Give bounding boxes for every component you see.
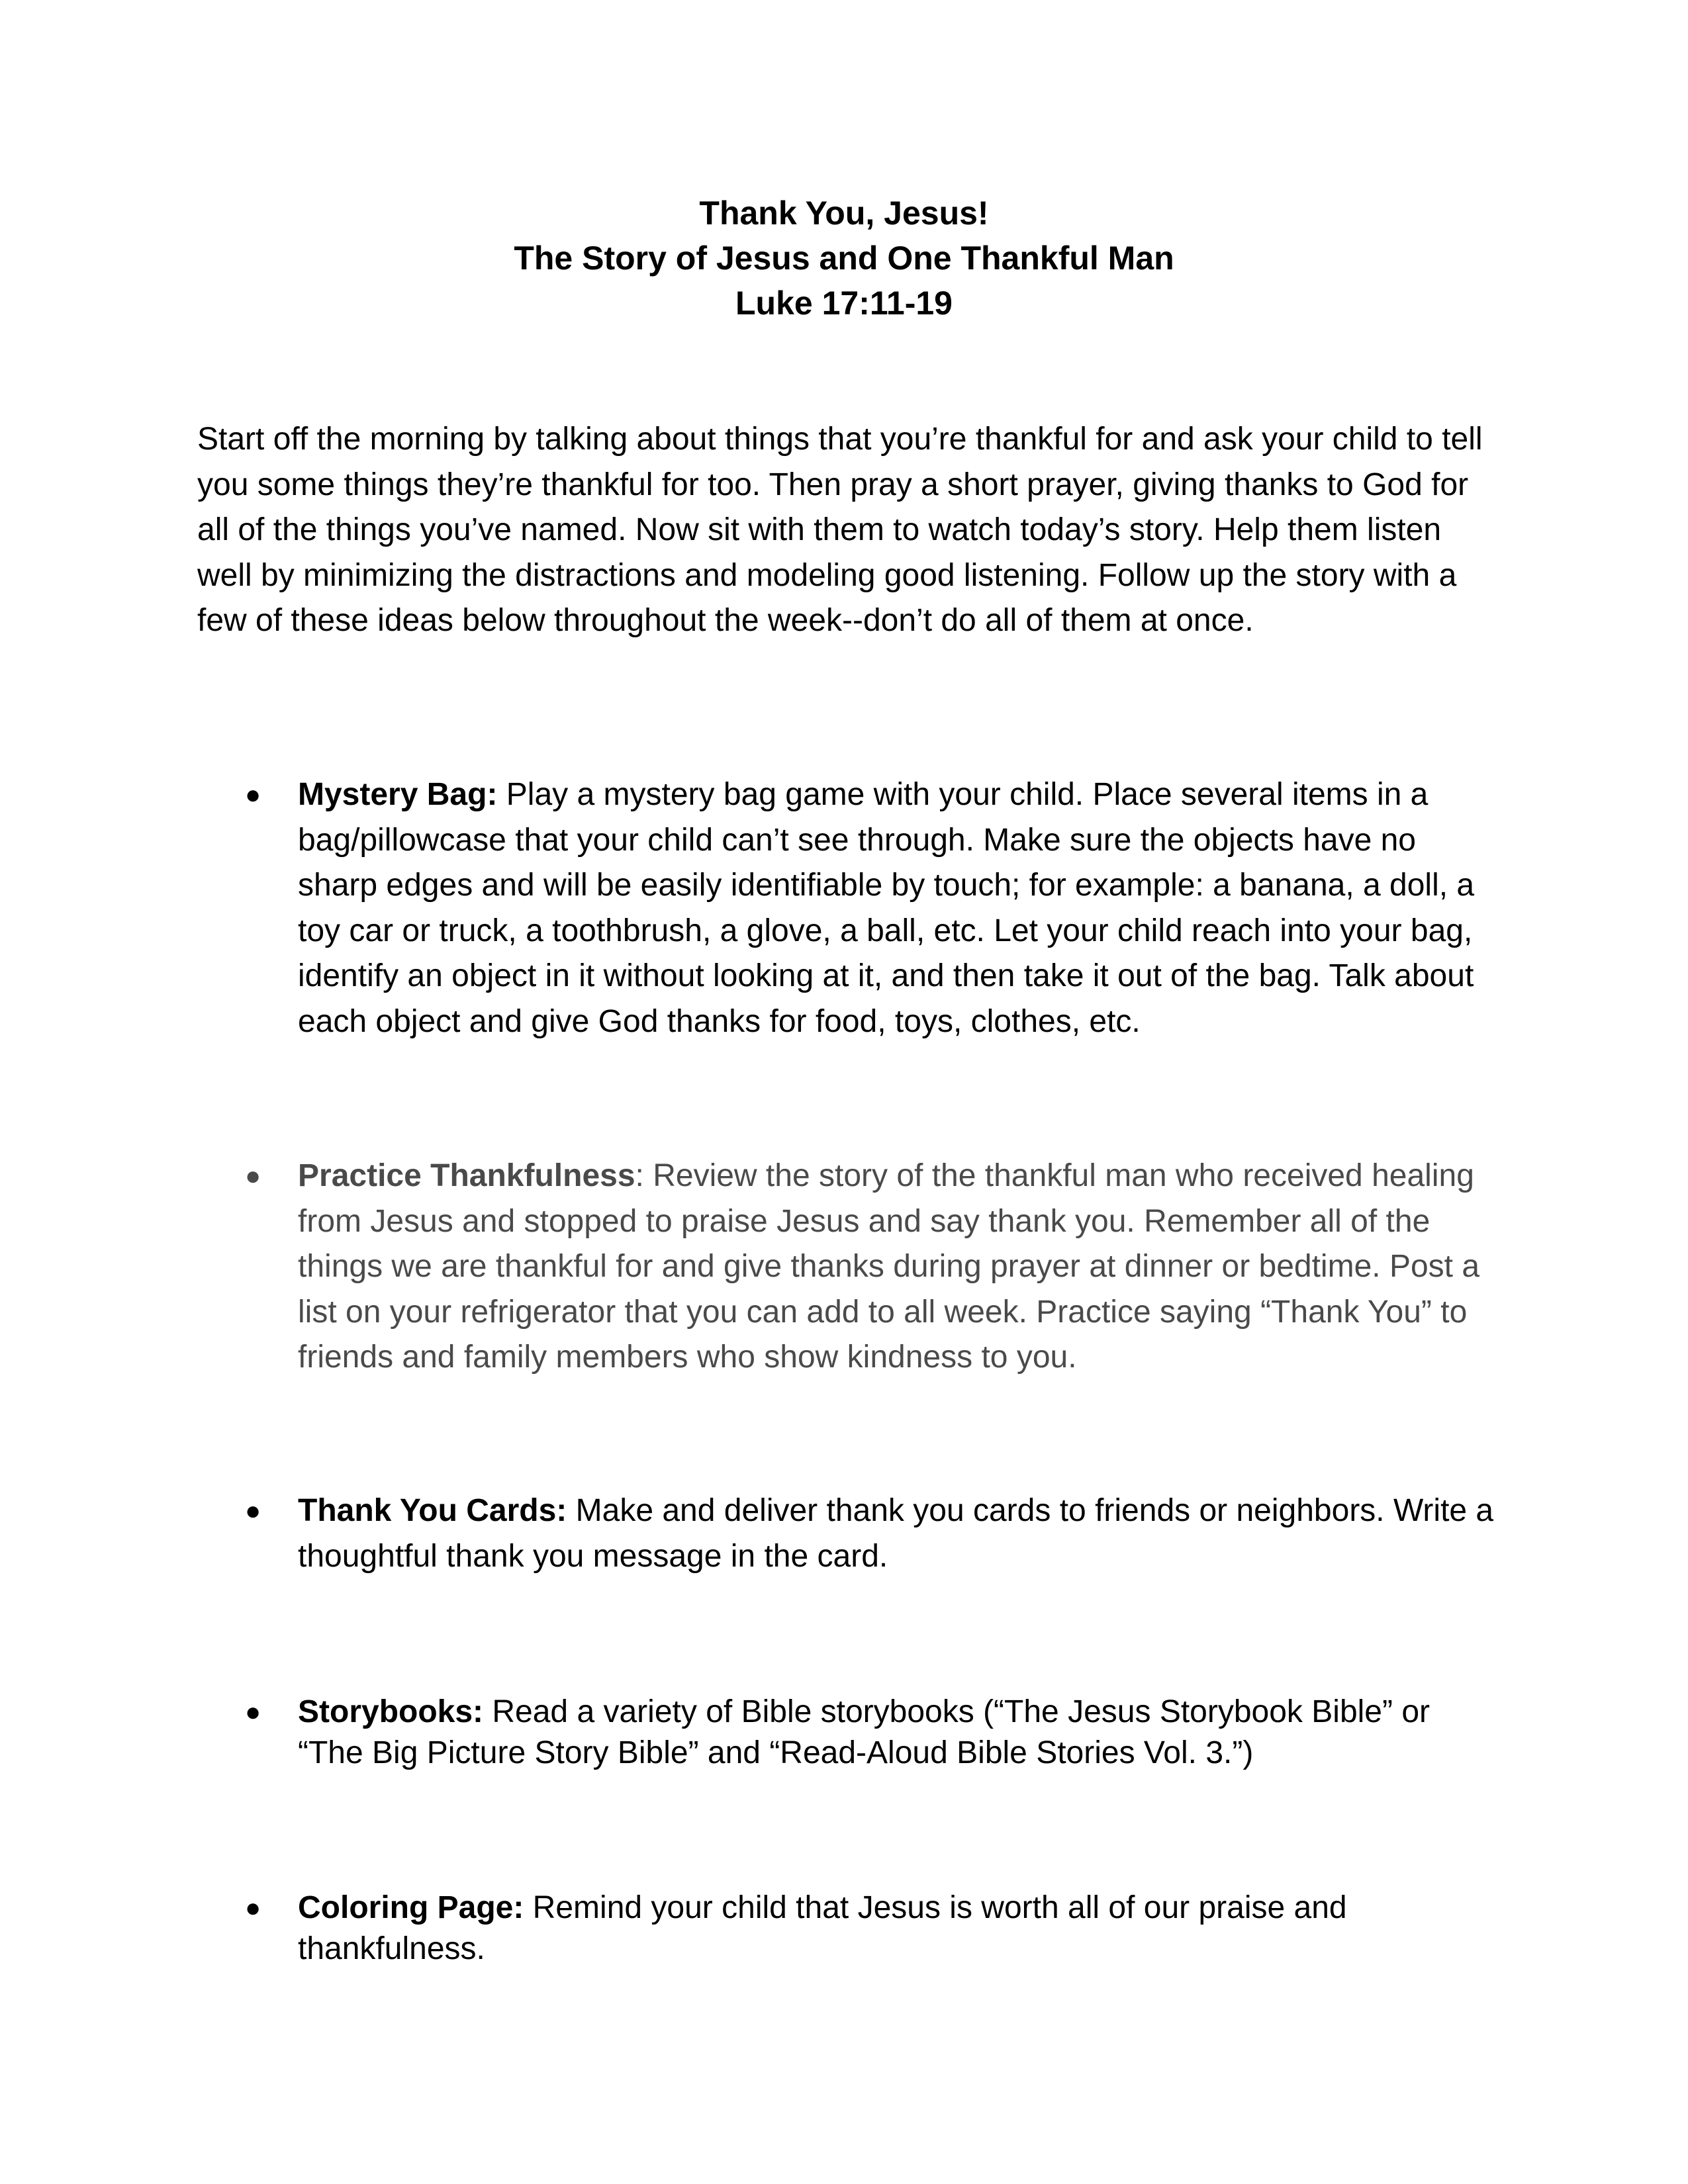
list-item-mystery-bag xyxy=(247,772,1498,1044)
activity-description: Remind your child that Jesus is worth all of our praise and thankfulness. xyxy=(298,1890,1347,1966)
bullet-icon: ● xyxy=(245,1698,261,1727)
activity-description: : Review the story of the thankful man who received healing from Jesus and stopped to praise Jesus and say thank you. Remember all of the things we are thankful for and give thanks during prayer at dinner or bedtime. Post a list on your refrigerator that you can add to all week. Practice saying “Thank You” to friends and family members who show kindness to you. xyxy=(298,1158,1480,1375)
activity-label: Thank You Cards: xyxy=(298,1493,567,1528)
activity-description: Make and deliver thank you cards to friends or neighbors. Write a thoughtful thank you message in the card. xyxy=(298,1493,1494,1574)
document-title: Thank You, Jesus! xyxy=(699,195,989,232)
document-header xyxy=(0,191,1688,326)
activity-description: Read a variety of Bible storybooks (“The Jesus Storybook Bible” or “The Big Picture Story Bible” and “Read-Aloud Bible Stories Vol. 3.”) xyxy=(298,1694,1430,1770)
activity-label: Mystery Bag: xyxy=(298,777,498,812)
activity-label: Coloring Page: xyxy=(298,1890,524,1925)
list-item-practice-thankfulness xyxy=(247,1154,1498,1381)
bullet-icon: ● xyxy=(245,1893,261,1923)
activity-description: Play a mystery bag game with your child. Place several items in a bag/pillowcase that your child can’t see through. Make sure the objects have no sharp edges and will be easily identifiable by touch; for example: a banana, a doll, a toy car or truck, a toothbrush, a glove, a ball, etc. Let your child reach into your bag, identify an object in it without looking at it, and then take it out of the bag. Talk about each object and give God thanks for food, toys, clothes, etc. xyxy=(298,777,1475,1039)
document-subtitle: The Story of Jesus and One Thankful Man xyxy=(514,240,1174,277)
activity-label: Storybooks: xyxy=(298,1694,484,1729)
intro-paragraph: Start off the morning by talking about things that you’re thankful for and ask your child to tell you some things they’re thankful for too. Then pray a short prayer, giving thanks to God for all of the things you’ve named. Now sit with them to watch today’s story. Help them listen well by minimizing the distractions and modeling good listening. Follow up the story with a few of these ideas below throughout the week--don’t do all of them at once. xyxy=(197,422,1483,638)
scripture-reference: Luke 17:11-19 xyxy=(735,285,953,322)
activity-label: Practice Thankfulness xyxy=(298,1158,635,1193)
list-item-storybooks xyxy=(247,1692,1498,1774)
bullet-icon: ● xyxy=(245,1496,261,1525)
list-item-thank-you-cards xyxy=(247,1488,1498,1579)
bullet-icon: ● xyxy=(245,780,261,809)
bullet-icon: ● xyxy=(245,1161,261,1191)
list-item-coloring-page xyxy=(247,1888,1498,1970)
